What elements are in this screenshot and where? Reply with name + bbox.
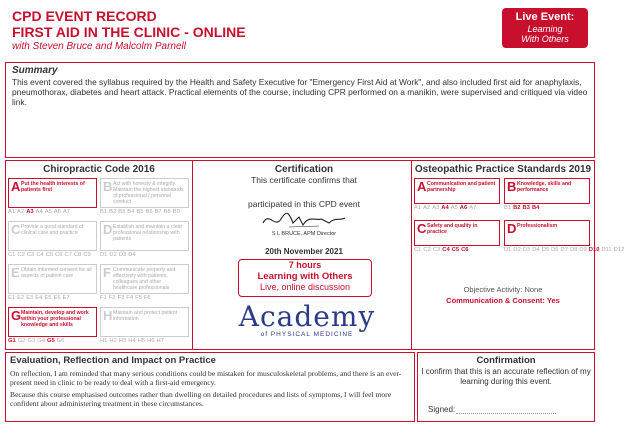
- chiro-codes-a: [8, 209, 97, 215]
- chiro-desc-g: Maintain, develop and work within your professional knowledge and skills: [21, 310, 89, 328]
- chiro-code-a6: A6: [53, 209, 61, 215]
- confirmation-heading: Confirmation: [476, 355, 536, 366]
- osteo-code-d7: D7: [560, 247, 568, 253]
- live-event-badge: [502, 8, 588, 48]
- chiro-code-g2: G2: [17, 338, 26, 344]
- chiro-code-c1: C1: [8, 252, 16, 258]
- chiro-code-a3: A3: [26, 209, 34, 215]
- header: [12, 8, 482, 53]
- osteo-code-a5: A5: [450, 205, 458, 211]
- osteo-code-d3: D3: [522, 247, 531, 253]
- osteo-codes-b: [504, 205, 590, 211]
- osteo-code-d8: D8: [569, 247, 578, 253]
- chiro-code-d4: D4: [128, 252, 136, 258]
- chiro-code-c3: C3: [26, 252, 35, 258]
- osteo-code-c6: C6: [461, 247, 469, 253]
- chiro-code-f5: F5: [135, 295, 142, 301]
- chiro-code-f1: F1: [100, 295, 107, 301]
- chiro-code-h6: H6: [147, 338, 155, 344]
- chiro-letter-d: D: [103, 222, 113, 237]
- chiro-code-c8: C8: [73, 252, 82, 258]
- osteo-code-d10: D10: [588, 247, 600, 253]
- chiro-desc-a: Put the health interests of patients first: [21, 181, 85, 193]
- signature-line[interactable]: [456, 413, 556, 414]
- chiro-code-e1: E1: [8, 295, 16, 301]
- chiro-desc-h: Maintain and protect patient information: [113, 310, 178, 322]
- chiro-code-f4: F4: [126, 295, 134, 301]
- hours-description: Live, online discussion: [259, 282, 351, 292]
- chiro-letter-b: B: [103, 179, 113, 194]
- osteopathic-panel: [411, 161, 625, 349]
- chiro-desc-f: Communicate properly and effectively with patients, colleagues and other healthcare professionals: [113, 267, 176, 291]
- chiro-code-g3: G3: [27, 338, 36, 344]
- osteo-code-d5: D5: [541, 247, 550, 253]
- osteo-letter-d: D: [507, 221, 517, 236]
- osteo-letter-a: A: [417, 179, 427, 194]
- chiro-letter-h: H: [103, 308, 113, 323]
- chiro-code-c7: C7: [64, 252, 72, 258]
- chiro-code-a7: A7: [62, 209, 70, 215]
- chiro-cell-a: [8, 178, 97, 208]
- osteo-codes-a: [414, 205, 500, 211]
- hours-box: [238, 259, 372, 297]
- signature-image: [259, 209, 349, 231]
- chiro-desc-c: Provide a good standard of clinical care and practice: [21, 224, 84, 236]
- chiro-code-a4: A4: [35, 209, 43, 215]
- live-badge-subtitle-1: Learning: [527, 24, 563, 34]
- chiro-code-d2: D2: [109, 252, 117, 258]
- osteo-code-b2: B2: [513, 205, 521, 211]
- chiro-code-h2: H2: [109, 338, 117, 344]
- osteo-code-d1: D1: [504, 247, 512, 253]
- chiro-code-a5: A5: [44, 209, 52, 215]
- certification-heading: Certification: [274, 164, 334, 175]
- chiro-code-f3: F3: [117, 295, 125, 301]
- chiro-code-e2: E2: [17, 295, 25, 301]
- osteo-desc-c: Safety and quality in practice: [427, 223, 478, 235]
- academy-logo: [232, 300, 382, 338]
- osteopathic-heading: Osteopathic Practice Standards 2019: [414, 164, 592, 175]
- evaluation-paragraph-2: Because this course emphasised outcomes rather than dwelling on detailed procedures and lists of symptoms, I will feel more confident about administering treatment in these circumstances.: [10, 390, 392, 408]
- chiro-codes-b: [100, 209, 189, 215]
- chiro-desc-d: Establish and maintain a clear professional relationship with patients: [113, 224, 183, 242]
- osteo-code-c5: C5: [451, 247, 460, 253]
- summary-box: [5, 62, 595, 158]
- chiro-letter-e: E: [11, 265, 20, 280]
- chiro-code-b2: B2: [109, 209, 117, 215]
- chiro-code-e4: E4: [35, 295, 43, 301]
- osteo-code-d6: D6: [551, 247, 559, 253]
- chiro-code-b1: B1: [100, 209, 108, 215]
- osteo-codes-d: [504, 247, 625, 253]
- chiro-codes-h: [100, 338, 189, 344]
- certificate-confirms: This certificate confirms that: [251, 175, 357, 185]
- chiro-code-b9: B9: [172, 209, 180, 215]
- osteo-code-a7: A7: [469, 205, 477, 211]
- pretitle: CPD EVENT RECORD: [12, 8, 157, 24]
- chiro-code-h5: H5: [137, 338, 146, 344]
- chiro-cell-e: [8, 264, 97, 294]
- hours-value: 7 hours: [288, 260, 322, 270]
- osteo-code-d9: D9: [579, 247, 587, 253]
- chiropractic-heading: Chiropractic Code 2016: [43, 164, 155, 175]
- osteo-code-d4: D4: [532, 247, 540, 253]
- chiro-code-g4: G4: [37, 338, 45, 344]
- osteo-letter-b: B: [507, 179, 517, 194]
- chiro-letter-a: A: [11, 179, 21, 194]
- signer-name: S L BRUCE, APM Director: [271, 231, 337, 237]
- chiro-codes-g: [8, 338, 97, 344]
- chiro-code-h3: H3: [118, 338, 127, 344]
- osteo-codes-c: [414, 247, 500, 253]
- confirmation-box: [417, 352, 595, 422]
- chiro-cell-c: [8, 221, 97, 251]
- chiro-code-e3: E3: [26, 295, 34, 301]
- osteo-code-d11: D11: [601, 247, 612, 253]
- presenters: with Steven Bruce and Malcolm Parnell: [12, 41, 186, 52]
- chiro-code-c2: C2: [17, 252, 25, 258]
- chiro-code-g1: G1: [8, 338, 16, 344]
- osteo-cell-c: [414, 220, 500, 246]
- chiro-code-b7: B7: [154, 209, 162, 215]
- chiro-code-d3: D3: [118, 252, 127, 258]
- osteo-code-c2: C2: [423, 247, 431, 253]
- chiro-cell-d: [100, 221, 189, 251]
- chiro-letter-c: C: [11, 222, 21, 237]
- objective-activity: Objective Activity: None: [463, 285, 543, 294]
- osteo-code-a2: A2: [423, 205, 431, 211]
- osteo-code-a3: A3: [432, 205, 440, 211]
- confirmation-text: I confirm that this is an accurate reflection of my learning during this event.: [421, 367, 591, 386]
- summary-heading: Summary: [12, 65, 58, 76]
- chiro-codes-e: [8, 295, 97, 301]
- chiro-letter-g: G: [11, 308, 22, 323]
- osteo-desc-d: Professionalism: [517, 223, 558, 229]
- summary-text: This event covered the syllabus required by the Health and Safety Executive for "Emergency First Aid at Work", and also included first aid for anaphylaxis, pneumothorax, diabetes and heart attack. Practical elements of the course, including CPR performed on a manikin, were supervised and critiqued via video link.: [12, 77, 588, 107]
- osteo-code-b4: B4: [531, 205, 540, 211]
- chiro-code-h7: H7: [156, 338, 164, 344]
- chiro-cell-b: [100, 178, 189, 208]
- evaluation-paragraph-1: On reflection, I am reminded that many serious conditions could be mistaken for musculoskeletal problems, and there is an ever-present need in clinic to be ready to deal with a first-aid emergency.: [10, 369, 402, 387]
- osteo-code-d2: D2: [513, 247, 521, 253]
- chiro-code-h4: H4: [128, 338, 136, 344]
- chiro-code-h1: H1: [100, 338, 108, 344]
- event-title: FIRST AID IN THE CLINIC - ONLINE: [12, 24, 246, 40]
- standards-section: [5, 160, 625, 350]
- chiro-code-c4: C4: [36, 252, 44, 258]
- chiro-code-b6: B6: [145, 209, 153, 215]
- evaluation-heading: Evaluation, Reflection and Impact on Practice: [10, 355, 216, 366]
- signed-label: Signed:: [428, 405, 456, 414]
- osteo-code-c1: C1: [414, 247, 422, 253]
- event-date: 20th November 2021: [265, 247, 343, 256]
- osteo-cell-d: [504, 220, 590, 246]
- chiro-codes-d: [100, 252, 189, 258]
- communication-consent: Communication & Consent: Yes: [446, 296, 560, 305]
- chiro-desc-e: Obtain informed consent for all aspects of patient care: [21, 267, 92, 279]
- evaluation-box: [5, 352, 415, 422]
- chiro-code-c9: C9: [83, 252, 91, 258]
- chiro-code-g6: G6: [56, 338, 65, 344]
- chiro-code-e5: E5: [44, 295, 52, 301]
- chiro-code-f6: F6: [143, 295, 151, 301]
- chiro-cell-f: [100, 264, 189, 294]
- osteo-code-b1: B1: [504, 205, 512, 211]
- osteo-code-a6: A6: [459, 205, 468, 211]
- osteo-letter-c: C: [417, 221, 427, 236]
- chiro-code-b3: B3: [118, 209, 126, 215]
- osteo-cell-b: [504, 178, 590, 204]
- osteo-desc-a: Communication and patient partnership: [427, 181, 496, 193]
- chiro-cell-g: [8, 307, 97, 337]
- chiro-code-g5: G5: [46, 338, 55, 344]
- hours-category: Learning with Others: [257, 271, 353, 282]
- chiro-code-e6: E6: [53, 295, 61, 301]
- participated-text: participated in this CPD event: [248, 199, 360, 209]
- chiro-code-b5: B5: [136, 209, 144, 215]
- osteo-code-a4: A4: [441, 205, 449, 211]
- chiro-code-c6: C6: [55, 252, 63, 258]
- osteo-code-b3: B3: [522, 205, 530, 211]
- chiro-desc-b: Act with honesty & integrity. Maintain the highest standards of professional / personal conduct: [113, 181, 184, 205]
- chiro-code-a2: A2: [17, 209, 25, 215]
- logo-main-text: Academy: [238, 300, 376, 333]
- chiro-code-c5: C5: [45, 252, 54, 258]
- chiro-code-b4: B4: [127, 209, 135, 215]
- osteo-code-c4: C4: [442, 247, 450, 253]
- certification-panel: [194, 161, 414, 349]
- osteo-desc-b: Knowledge, skills and performance: [517, 181, 572, 193]
- chiro-code-b8: B8: [163, 209, 171, 215]
- chiro-codes-c: [8, 252, 97, 258]
- osteo-code-d12: D12: [613, 247, 625, 253]
- chiro-codes-f: [100, 295, 189, 301]
- chiro-code-e7: E7: [62, 295, 70, 301]
- chiro-code-d1: D1: [100, 252, 108, 258]
- chiro-cell-h: [100, 307, 189, 337]
- logo-sub-text: of PHYSICAL MEDICINE: [260, 331, 354, 338]
- osteo-code-a1: A1: [414, 205, 422, 211]
- live-badge-subtitle-2: With Others: [521, 34, 569, 44]
- chiro-code-f2: F2: [108, 295, 116, 301]
- live-badge-title: Live Event:: [515, 11, 575, 23]
- osteo-cell-a: [414, 178, 500, 204]
- osteo-code-c3: C3: [432, 247, 441, 253]
- chiro-letter-f: F: [103, 265, 111, 280]
- chiropractic-panel: [6, 161, 193, 349]
- chiro-code-a1: A1: [8, 209, 16, 215]
